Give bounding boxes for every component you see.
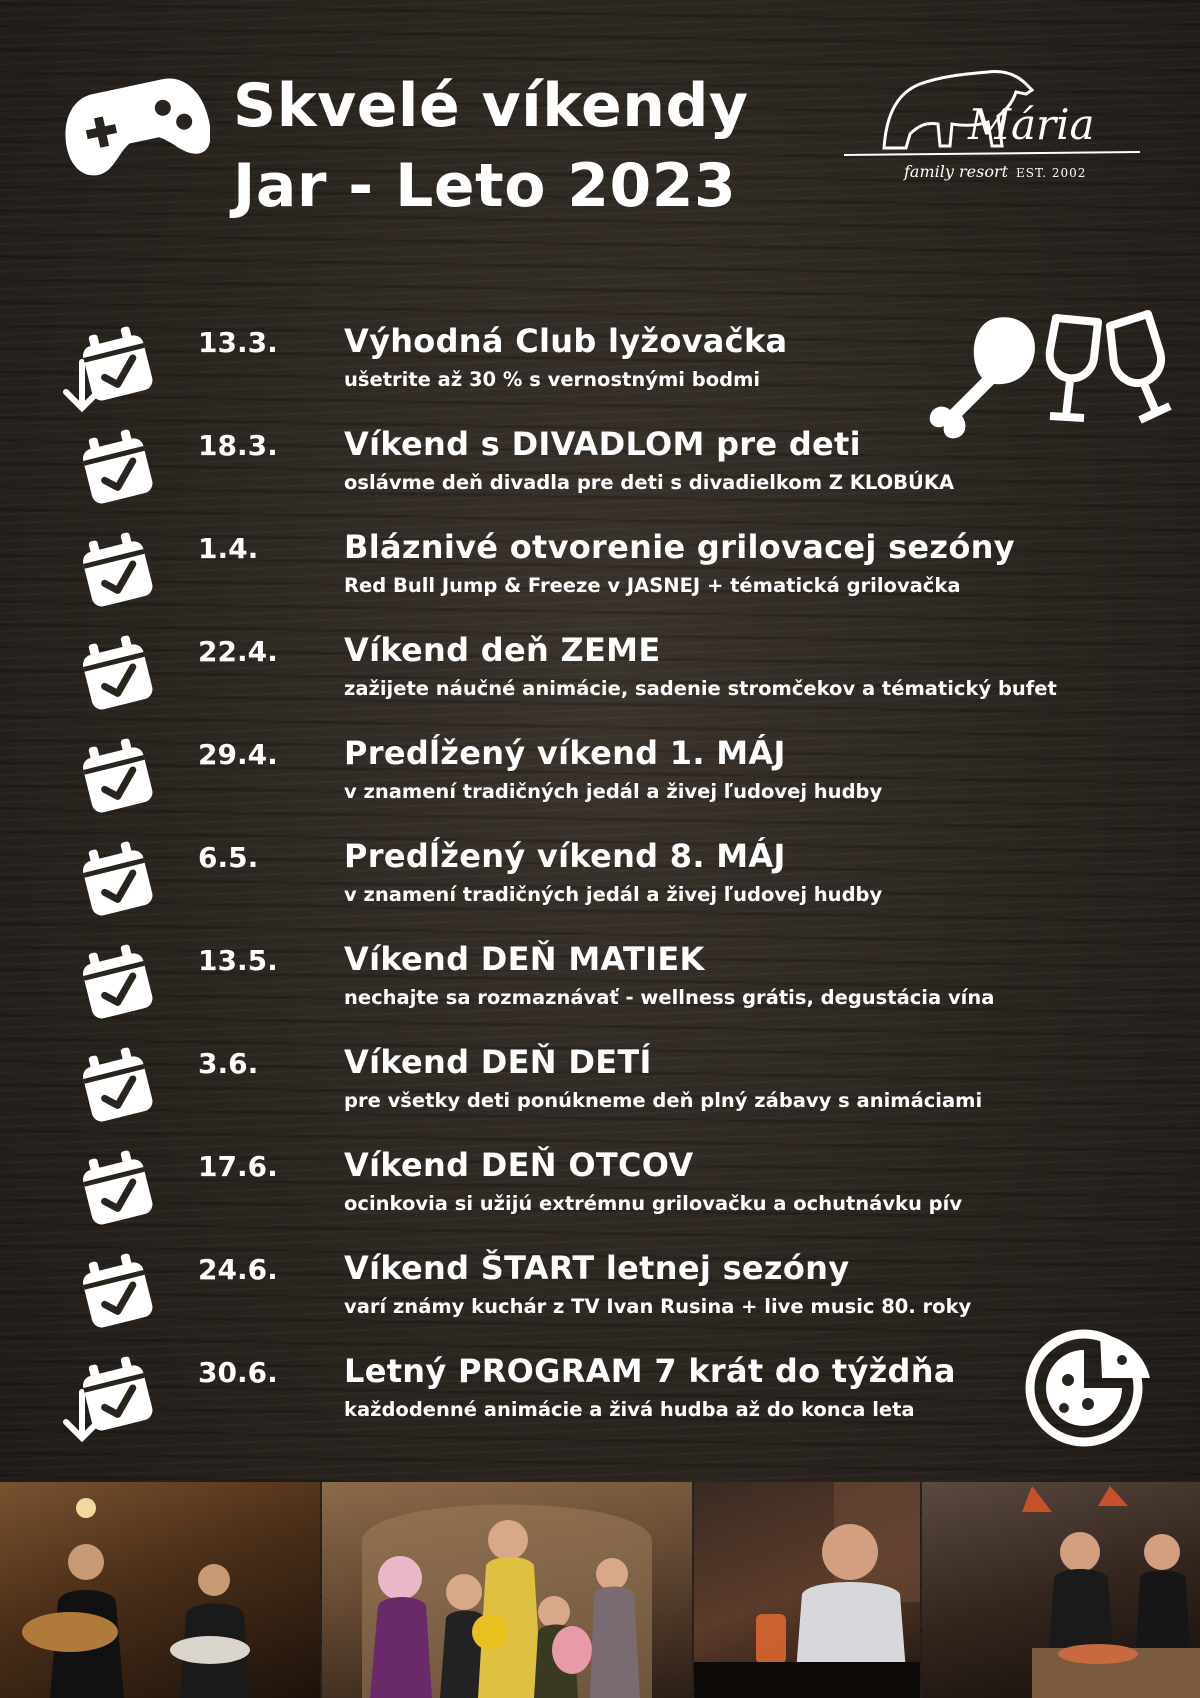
calendar-check-icon [78, 532, 156, 610]
event-date: 30.6. [198, 1356, 278, 1389]
calendar-check-icon [78, 1253, 156, 1331]
event-date: 22.4. [198, 635, 278, 668]
event-date: 3.6. [198, 1047, 259, 1080]
calendar-check-icon [78, 841, 156, 919]
photo-strip [0, 1482, 1200, 1698]
event-subtitle: Red Bull Jump & Freeze v JASNEJ + tématická grilovačka [344, 574, 961, 597]
logo-established: EST. 2002 [1016, 166, 1087, 180]
event-title: Výhodná Club lyžovačka [344, 322, 788, 360]
event-subtitle: v znamení tradičných jedál a živej ľudovej hudby [344, 883, 883, 906]
event-item [0, 522, 1200, 612]
event-date: 29.4. [198, 738, 278, 771]
event-title: Predĺžený víkend 1. MÁJ [344, 734, 786, 772]
photo-man-drink [694, 1482, 920, 1698]
title-line-2: Jar - Leto 2023 [233, 151, 737, 221]
event-subtitle: varí známy kuchár z TV Ivan Rusina + live music 80. roky [344, 1295, 972, 1318]
event-title: Víkend ŠTART letnej sezóny [344, 1249, 850, 1287]
logo-underline [842, 150, 1142, 158]
calendar-check-icon [78, 635, 156, 713]
event-subtitle: ocinkovia si užijú extrémnu grilovačku a ochutnávku pív [344, 1192, 963, 1215]
event-subtitle: nechajte sa rozmaznávať - wellness grátis, degustácia vína [344, 986, 995, 1009]
event-item [0, 1140, 1200, 1230]
event-subtitle: ušetrite až 30 % s vernostnými bodmi [344, 368, 761, 391]
resort-logo [838, 64, 1158, 204]
event-item [0, 419, 1200, 509]
logo-name: Mária [968, 100, 1095, 149]
title-line-1: Skvelé víkendy [233, 71, 749, 141]
event-item [0, 316, 1200, 406]
event-item [0, 934, 1200, 1024]
event-title: Víkend DEŇ MATIEK [344, 940, 705, 978]
event-date: 18.3. [198, 429, 278, 462]
event-date: 6.5. [198, 841, 259, 874]
event-subtitle: pre všetky deti ponúkneme deň plný zábavy s animáciami [344, 1089, 983, 1112]
event-item [0, 1037, 1200, 1127]
event-subtitle: oslávme deň divadla pre deti s divadielkom Z KLOBÚKA [344, 471, 955, 494]
calendar-check-icon [78, 1047, 156, 1125]
event-date: 13.5. [198, 944, 278, 977]
event-subtitle: v znamení tradičných jedál a živej ľudovej hudby [344, 780, 883, 803]
event-title: Víkend deň ZEME [344, 631, 661, 669]
event-subtitle: každodenné animácie a živá hudba až do konca leta [344, 1398, 915, 1421]
event-item [0, 1346, 1200, 1436]
calendar-check-icon [78, 738, 156, 816]
calendar-check-icon [78, 1150, 156, 1228]
calendar-check-icon [78, 944, 156, 1022]
event-title: Letný PROGRAM 7 krát do týždňa [344, 1352, 956, 1390]
event-item [0, 625, 1200, 715]
event-item [0, 1243, 1200, 1333]
calendar-check-icon [78, 1356, 156, 1434]
photo-musicians [0, 1482, 320, 1698]
event-title: Víkend DEŇ DETÍ [344, 1043, 652, 1081]
event-title: Bláznivé otvorenie grilovacej sezóny [344, 528, 1015, 566]
gamepad-icon [60, 68, 210, 178]
event-item [0, 728, 1200, 818]
logo-subtitle: family resort [904, 162, 1009, 181]
event-title: Víkend DEŇ OTCOV [344, 1146, 694, 1184]
calendar-check-icon [78, 429, 156, 507]
event-subtitle: zažijete náučné animácie, sadenie stromčekov a tématický bufet [344, 677, 1057, 700]
event-date: 24.6. [198, 1253, 278, 1286]
event-item [0, 831, 1200, 921]
event-title: Predĺžený víkend 8. MÁJ [344, 837, 786, 875]
event-date: 13.3. [198, 326, 278, 359]
event-title: Víkend s DIVADLOM pre deti [344, 425, 861, 463]
event-date: 17.6. [198, 1150, 278, 1183]
calendar-check-icon [78, 326, 156, 404]
photo-children [322, 1482, 692, 1698]
photo-restaurant-staff [922, 1482, 1200, 1698]
event-date: 1.4. [198, 532, 259, 565]
